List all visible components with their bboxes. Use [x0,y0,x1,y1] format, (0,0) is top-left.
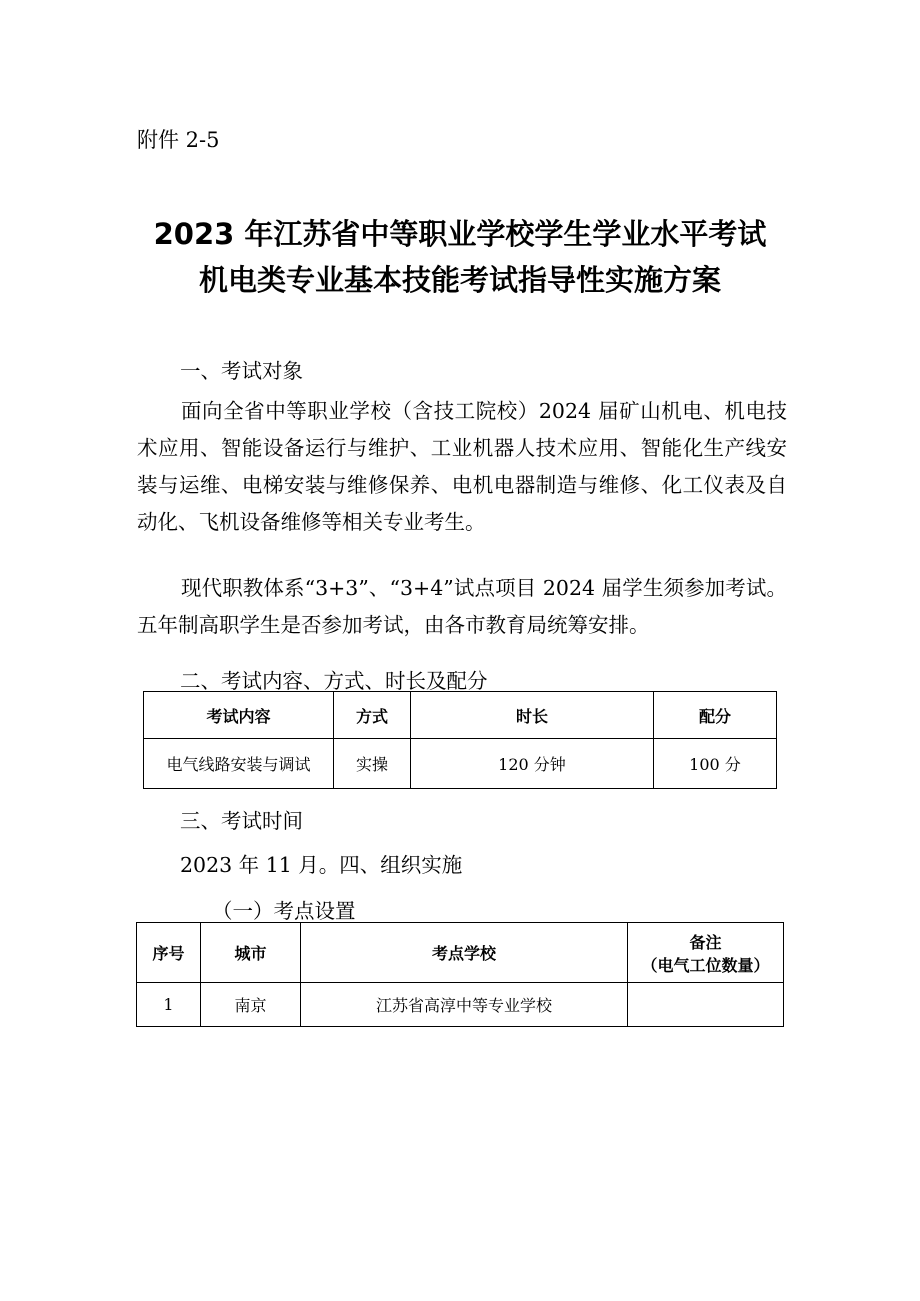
section3-text: 2023 年 11 月。四、组织实施 [180,853,463,877]
exam-content-table [143,691,777,789]
table-row [137,983,784,1027]
header-content: 考试内容 [144,692,334,739]
section1-paragraph1: 面向全省中等职业学校（含技工院校）2024 届矿山机电、机电技术应用、智能设备运行与维护、工业机器人技术应用、智能化生产线安装与运维、电梯安装与维修保养、电机电器制造与维修、化工仪表及自动化、飞机设备维修等相关专业考生。 [137,399,787,534]
header-duration: 时长 [411,692,654,739]
section1-heading: 一、考试对象 [180,359,303,383]
attachment-label: 附件 2-5 [137,128,220,152]
header-school: 考点学校 [301,923,628,983]
table-row [144,739,777,789]
section3-heading: 三、考试时间 [180,809,303,833]
header-remarks-sub: （电气工位数量） [641,955,770,975]
header-remarks [628,923,784,983]
cell-method: 实操 [334,739,411,789]
header-score: 配分 [654,692,777,739]
cell-city: 南京 [201,983,301,1027]
header-index: 序号 [137,923,201,983]
header-remarks-title: 备注 [689,932,722,952]
document-title-line2: 机电类专业基本技能考试指导性实施方案 [198,263,721,297]
section2-heading: 二、考试内容、方式、时长及配分 [180,669,488,693]
cell-school: 江苏省高淳中等专业学校 [301,983,628,1027]
cell-index: 1 [137,983,201,1027]
section1-paragraph2: 现代职教体系“3+3”、“3+4”试点项目 2024 届学生须参加考试。五年制高职学生是否参加考试，由各市教育局统筹安排。 [137,576,787,637]
header-city: 城市 [201,923,301,983]
cell-remarks [628,983,784,1027]
subsection-heading: （一）考点设置 [212,899,356,923]
header-method: 方式 [334,692,411,739]
cell-content: 电气线路安装与调试 [144,739,334,789]
exam-site-table [136,922,784,1027]
table2-header-row [137,923,784,983]
table1-header-row [144,692,777,739]
document-title-line1: 2023 年江苏省中等职业学校学生学业水平考试 [153,217,767,251]
cell-duration: 120 分钟 [411,739,654,789]
cell-score: 100 分 [654,739,777,789]
